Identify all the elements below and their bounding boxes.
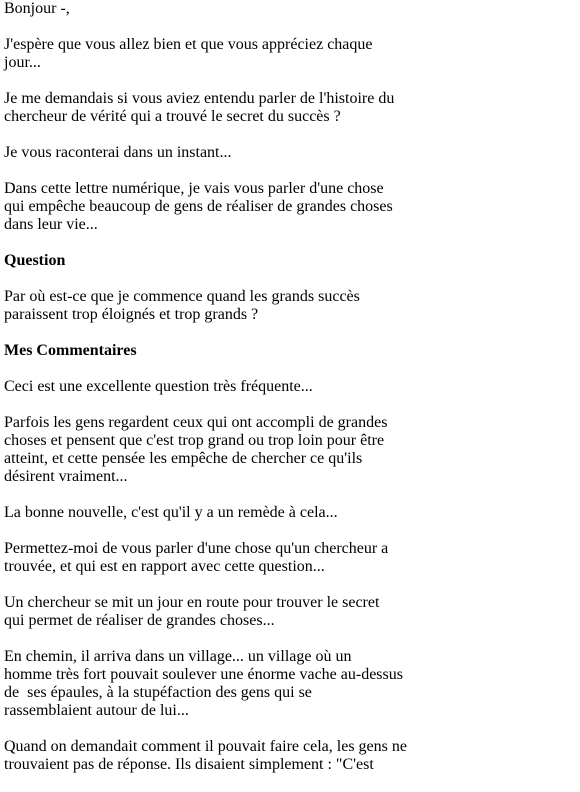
text-line: Je me demandais si vous aviez entendu parler de l'histoire du <box>4 90 395 107</box>
paragraph <box>4 36 574 72</box>
text-line: Permettez-moi de vous parler d'une chose qu'un chercheur a <box>4 540 389 557</box>
text-line: qui permet de réaliser de grandes choses... <box>4 612 275 629</box>
text-line: jour... <box>4 54 41 71</box>
letter-body <box>4 0 574 792</box>
text-line: trouvaient pas de réponse. Ils disaient simplement : "C'est <box>4 756 374 773</box>
section-heading <box>4 342 574 360</box>
paragraph <box>4 738 574 774</box>
text-line: dans leur vie... <box>4 216 98 233</box>
text-line: Un chercheur se mit un jour en route pour trouver le secret <box>4 594 380 611</box>
text-line: qui empêche beaucoup de gens de réaliser de grandes choses <box>4 198 393 215</box>
paragraph <box>4 378 574 396</box>
text-line: atteint, et cette pensée les empêche de chercher ce qu'ils <box>4 450 363 467</box>
text-line: Ceci est une excellente question très fréquente... <box>4 378 313 395</box>
paragraph <box>4 594 574 630</box>
paragraph <box>4 180 574 234</box>
text-line: Par où est-ce que je commence quand les grands succès <box>4 288 360 305</box>
text-line: chercheur de vérité qui a trouvé le secret du succès ? <box>4 108 341 125</box>
text-line: trouvée, et qui est en rapport avec cette question... <box>4 558 325 575</box>
text-line: paraissent trop éloignés et trop grands ? <box>4 306 259 323</box>
text-line: Dans cette lettre numérique, je vais vous parler d'une chose <box>4 180 384 197</box>
text-line: rassemblaient autour de lui... <box>4 702 189 719</box>
text-line: La bonne nouvelle, c'est qu'il y a un remède à cela... <box>4 504 338 521</box>
paragraph <box>4 504 574 522</box>
paragraph <box>4 288 574 324</box>
text-line: de ses épaules, à la stupéfaction des gens qui se <box>4 684 312 701</box>
text-line: J'espère que vous allez bien et que vous appréciez chaque <box>4 36 373 53</box>
text-line: désirent vraiment... <box>4 468 128 485</box>
paragraph <box>4 0 574 18</box>
text-line: Parfois les gens regardent ceux qui ont accompli de grandes <box>4 414 388 431</box>
text-line: Quand on demandait comment il pouvait faire cela, les gens ne <box>4 738 407 755</box>
text-line: En chemin, il arriva dans un village... un village où un <box>4 648 352 665</box>
text-line: homme très fort pouvait soulever une énorme vache au-dessus <box>4 666 403 683</box>
paragraph <box>4 144 574 162</box>
text-line: Question <box>4 252 66 269</box>
paragraph <box>4 648 574 720</box>
paragraph <box>4 414 574 486</box>
text-line: Mes Commentaires <box>4 342 137 359</box>
paragraph <box>4 540 574 576</box>
paragraph <box>4 90 574 126</box>
text-line: Je vous raconterai dans un instant... <box>4 144 232 161</box>
section-heading <box>4 252 574 270</box>
text-line: Bonjour -, <box>4 0 70 17</box>
text-line: choses et pensent que c'est trop grand ou trop loin pour être <box>4 432 385 449</box>
